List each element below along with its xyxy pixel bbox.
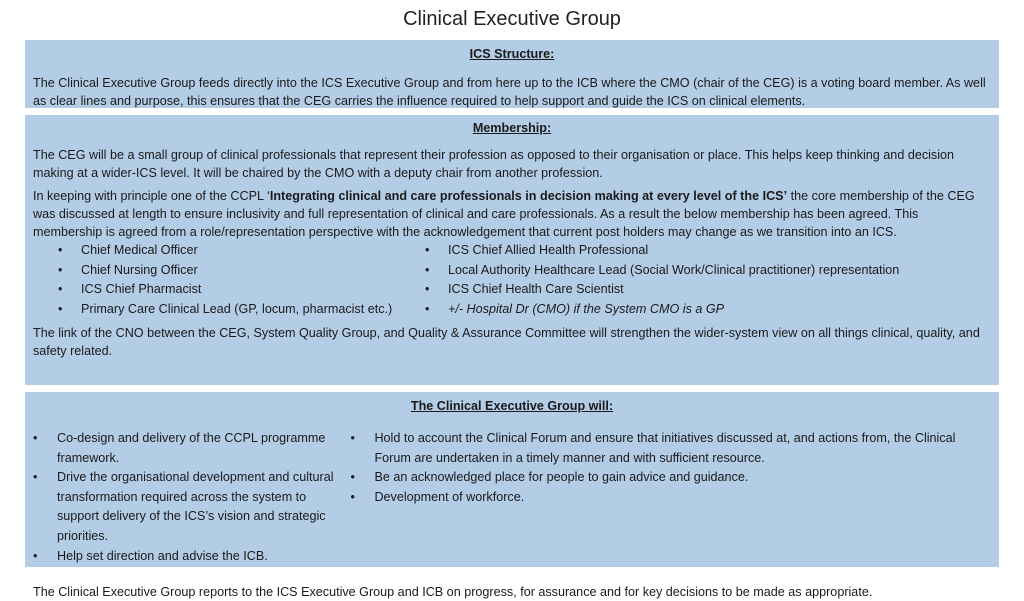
member-label: Primary Care Clinical Lead (GP, locum, pharmacist etc.) [81, 301, 393, 316]
bullet-icon: • [58, 243, 63, 257]
bullet-icon: • [58, 282, 63, 297]
item-label: Co-design and delivery of the CCPL programme framework. [57, 431, 326, 465]
member-label: ICS Chief Allied Health Professional [448, 243, 649, 257]
bullet-icon: • [33, 548, 38, 563]
list-item [420, 261, 899, 281]
item-label: Be an acknowledged place for people to gain advice and guidance. [374, 470, 749, 485]
membership-para-1: The CEG will be a small group of clinical professionals that represent their profession as opposed to their organisation or place. This helps keep thinking and decision making at a wider-ICS level. It will be chaired by the CMO with a deputy chair from another profession. [33, 148, 955, 180]
ceg-will-heading: The Clinical Executive Group will: [410, 399, 614, 413]
page-title: Clinical Executive Group [403, 8, 621, 30]
list-item [33, 429, 350, 468]
list-item [33, 261, 420, 281]
item-label: Help set direction and advise the ICB. [57, 548, 268, 563]
member-label: Chief Medical Officer [81, 243, 198, 257]
bullet-icon: • [33, 431, 38, 445]
list-item [350, 429, 991, 468]
member-label: Chief Nursing Officer [81, 262, 198, 277]
membership-lists [33, 241, 991, 319]
ics-structure-heading: ICS Structure: [469, 47, 555, 61]
membership-para-2-rest: the core membership of the CEG was discussed at length to ensure inclusivity and full representation of clinical and care professionals. As a result the below membership has been agreed. This membership is agreed from a role/representation perspective with the acknowledgement that current post holders may change as we transition into an ICS. [33, 189, 975, 239]
membership-para-2-intro: In keeping with principle one of the CCPL ‘ [33, 189, 270, 203]
member-label: Local Authority Healthcare Lead (Social Work/Clinical practitioner) representation [448, 262, 900, 277]
list-item [33, 280, 420, 300]
ceg-will-panel [25, 392, 999, 600]
ics-structure-panel [25, 40, 999, 108]
list-item [420, 300, 899, 320]
list-item [420, 241, 899, 261]
member-label: +/- Hospital Dr (CMO) if the System CMO is a GP [448, 301, 725, 316]
bullet-icon: • [350, 489, 355, 504]
ics-structure-text: The Clinical Executive Group feeds directly into the ICS Executive Group and from here up to the ICB where the CMO (chair of the CEG) is a voting board member. As well as clear lines and purpose, this ensures that the CEG carries the influence required to help support and guide the ICS on clinical elements. [33, 76, 986, 108]
member-label: ICS Chief Pharmacist [81, 282, 202, 297]
bullet-icon: • [33, 470, 38, 485]
bullet-icon: • [58, 301, 63, 316]
membership-list-left [33, 241, 420, 319]
ceg-will-list-right [350, 429, 991, 566]
list-item [33, 241, 420, 261]
bullet-icon: • [350, 431, 355, 445]
bullet-icon: • [58, 262, 63, 277]
bullet-icon: • [425, 282, 430, 297]
item-label: Development of workforce. [374, 489, 525, 504]
list-item [350, 468, 991, 488]
list-item [350, 488, 991, 508]
bullet-icon: • [425, 262, 430, 277]
item-label: Drive the organisational development and cultural transformation required across the system to support delivery of the ICS’s vision and strategic priorities. [57, 470, 334, 543]
item-label: Hold to account the Clinical Forum and ensure that initiatives discussed at, and actions from, the Clinical Forum are undertaken in a timely manner and with sufficient resource. [374, 431, 956, 465]
bullet-icon: • [350, 470, 355, 485]
ceg-will-list-left [33, 429, 350, 566]
bullet-icon: • [425, 243, 430, 257]
membership-para-2 [33, 187, 991, 241]
ceg-will-lists [33, 429, 991, 566]
member-label: ICS Chief Health Care Scientist [448, 282, 624, 297]
list-item [33, 547, 350, 567]
membership-heading: Membership: [472, 121, 552, 135]
bullet-icon: • [425, 301, 430, 316]
membership-closing: The link of the CNO between the CEG, System Quality Group, and Quality & Assurance Committee will strengthen the wider-system view on all things clinical, quality, and safety related. [33, 326, 980, 359]
membership-list-right [420, 241, 899, 319]
membership-principle-bold: Integrating clinical and care professionals in decision making at every level of the ICS’ [269, 189, 788, 203]
list-item [33, 300, 420, 320]
list-item [33, 468, 350, 546]
ceg-will-closing: The Clinical Executive Group reports to the ICS Executive Group and ICB on progress, for assurance and for key decisions to be made as appropriate. [33, 585, 873, 600]
list-item [420, 280, 899, 300]
membership-panel [25, 115, 999, 385]
